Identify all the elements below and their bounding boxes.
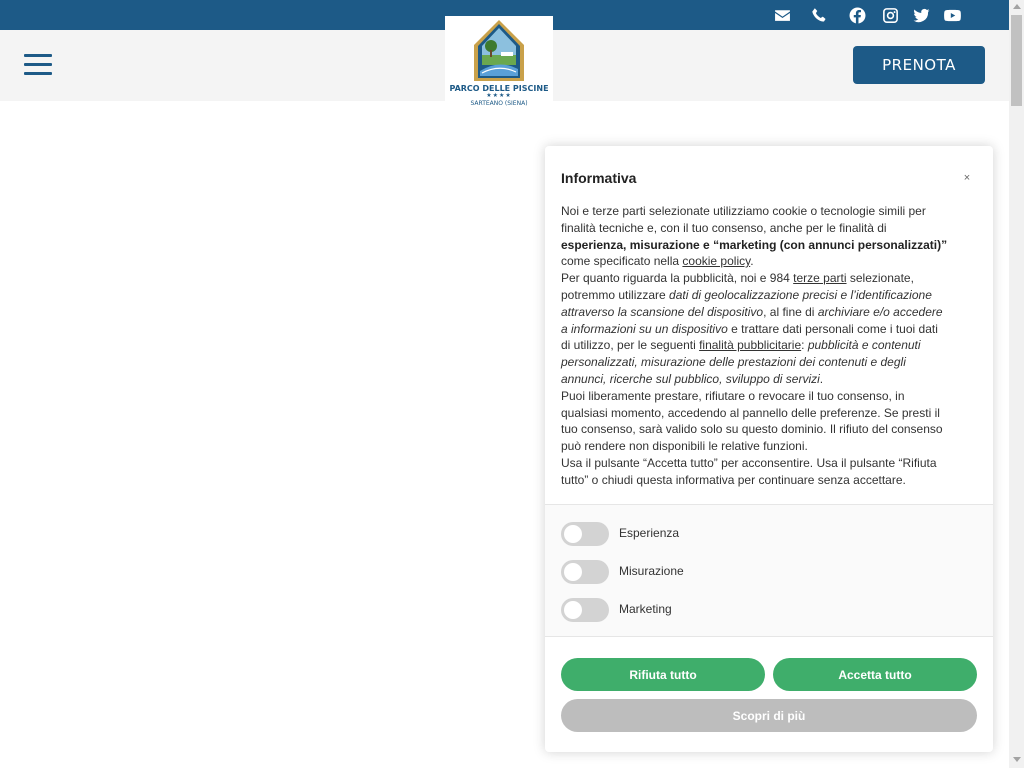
- notice-text: Per quanto riguarda la pubblicità, noi e 984: [561, 271, 794, 286]
- pref-misurazione: [561, 560, 861, 584]
- third-parties-link[interactable]: terze parti: [793, 271, 847, 286]
- close-icon[interactable]: ×: [955, 168, 979, 188]
- notice-italic: pubblicità e contenuti personalizzati, misurazione delle prestazioni dei contenuti e degli annunci, ricerche sul pubblico, sviluppo di servizi: [561, 338, 921, 386]
- scroll-up-arrow-icon[interactable]: [1013, 4, 1021, 9]
- misurazione-toggle[interactable]: [561, 560, 609, 584]
- notice-paragraph-4: Usa il pulsante “Accetta tutto” per acconsentire. Usa il pulsante “Rifiuta tutto” o chiudi questa informativa per continuare senza accettare.: [561, 455, 937, 487]
- accept-all-button[interactable]: Accetta tutto: [773, 658, 977, 691]
- instagram-icon[interactable]: [878, 0, 902, 30]
- pref-label: Esperienza: [619, 526, 680, 540]
- site-logo[interactable]: [445, 16, 553, 113]
- notice-text: Noi e terze parti selezionate utilizziamo cookie o tecnologie simili per finalità tecniche e, con il tuo consenso, anche per le finalità di: [561, 204, 926, 235]
- cookie-panel-title: Informativa: [561, 170, 637, 186]
- logo-emblem-icon: [472, 19, 526, 83]
- notice-text: e trattare dati personali come i tuoi dati di utilizzo, per le seguenti: [561, 321, 938, 353]
- cookie-policy-link[interactable]: cookie policy: [682, 254, 751, 269]
- notice-paragraph-2: [561, 270, 949, 388]
- facebook-icon[interactable]: [845, 0, 869, 30]
- notice-text: :: [801, 338, 808, 353]
- hamburger-menu-icon[interactable]: [24, 54, 52, 76]
- logo-place: SARTEANO (SIENA): [470, 100, 528, 107]
- pref-esperienza: [561, 522, 861, 546]
- marketing-toggle[interactable]: [561, 598, 609, 622]
- page-scrollbar[interactable]: [1009, 0, 1024, 768]
- youtube-icon[interactable]: [940, 0, 964, 30]
- reject-all-button[interactable]: Rifiuta tutto: [561, 658, 765, 691]
- pref-label: Misurazione: [619, 564, 684, 578]
- envelope-icon[interactable]: [770, 0, 794, 30]
- logo-name: PARCO DELLE PISCINE: [449, 84, 549, 93]
- scroll-thumb[interactable]: [1011, 15, 1022, 106]
- preferences-section: [545, 504, 993, 637]
- notice-text: .: [750, 254, 754, 269]
- phone-icon[interactable]: [807, 0, 831, 30]
- learn-more-button[interactable]: Scopri di più: [561, 699, 977, 732]
- esperienza-toggle[interactable]: [561, 522, 609, 546]
- twitter-icon[interactable]: [909, 0, 933, 30]
- advertising-purposes-link[interactable]: finalità pubblicitarie: [699, 338, 802, 353]
- pref-marketing: [561, 598, 861, 622]
- notice-italic: dati di geolocalizzazione precisi e l’identificazione attraverso la scansione del dispositivo: [561, 287, 932, 319]
- scroll-down-arrow-icon[interactable]: [1013, 757, 1021, 762]
- notice-paragraph-1: [561, 203, 949, 270]
- cookie-notice-text: [561, 203, 949, 489]
- notice-italic: archiviare e/o accedere a informazioni su un dispositivo: [561, 304, 943, 336]
- notice-text: come specificato nella: [561, 254, 683, 269]
- notice-paragraph-3: Puoi liberamente prestare, rifiutare o revocare il tuo consenso, in qualsiasi momento, accedendo al pannello delle preferenze. Se presti il tuo consenso, sarà valido solo su questo dominio. Il rifiuto del consenso può rendere non disponibili le relative funzioni.: [561, 388, 943, 454]
- notice-text: selezionate, potremmo utilizzare: [561, 271, 914, 302]
- pref-label: Marketing: [619, 602, 672, 616]
- prenota-button[interactable]: PRENOTA: [853, 46, 985, 84]
- notice-text: .: [819, 371, 824, 386]
- logo-stars: ★★★★: [486, 93, 512, 99]
- notice-purposes: esperienza, misurazione e “marketing (con annunci personalizzati)”: [561, 237, 948, 252]
- notice-text: , al fine di: [763, 304, 818, 319]
- cookie-consent-panel: [545, 146, 993, 752]
